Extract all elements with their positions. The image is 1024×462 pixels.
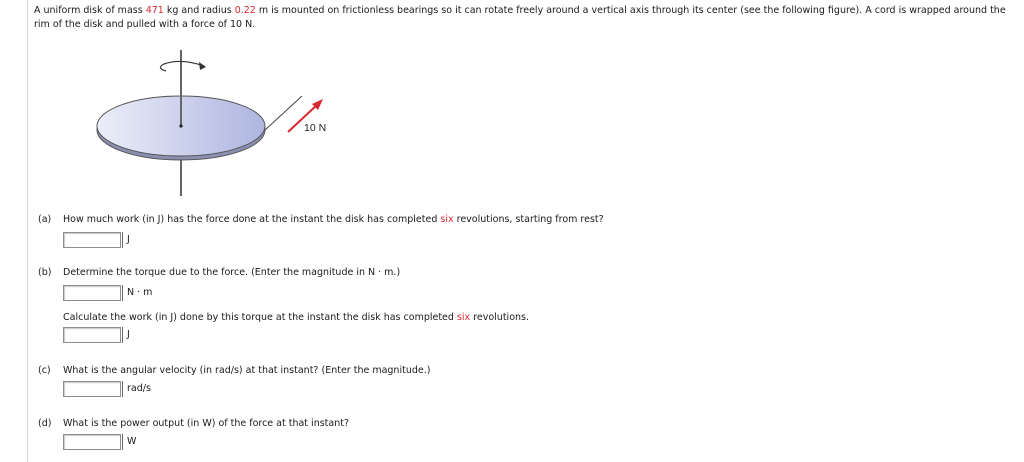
answer-b-work-unit: J <box>122 327 130 343</box>
answer-d-input[interactable] <box>63 434 121 450</box>
question-c-label: (c) <box>38 365 51 376</box>
answer-d-unit: W <box>122 434 136 450</box>
question-d-label: (d) <box>38 418 52 429</box>
mass-value: 471 <box>145 5 164 16</box>
radius-value: 0.22 <box>234 5 256 16</box>
answer-b-unit: N · m <box>122 285 152 301</box>
question-c-text: What is the angular velocity (in rad/s) at that instant? (Enter the magnitude.) <box>63 365 431 376</box>
question-d-text: What is the power output (in W) of the force at that instant? <box>63 418 349 429</box>
force-label: 10 N <box>304 122 327 134</box>
axis-center-dot <box>179 124 182 127</box>
answer-c-unit: rad/s <box>122 381 151 397</box>
rotation-arrowhead-icon <box>199 62 206 70</box>
question-a-label: (a) <box>38 214 52 225</box>
question-a-text: How much work (in J) has the force done at the instant the disk has completed six revolutions, starting from rest? <box>63 214 604 225</box>
answer-c-input[interactable] <box>63 381 121 397</box>
question-b-label: (b) <box>38 267 52 278</box>
intro-text-3: m is mounted on frictionless bearings so it can rotate freely around a vertical axis through its center (see the following figure). A cord is wrapped around the rim of the disk and pulled with a force of 10 N. <box>34 5 1006 30</box>
question-b-subtext: Calculate the work (in J) done by this torque at the instant the disk has completed six revolutions. <box>63 312 529 323</box>
disk-figure <box>90 44 350 204</box>
rotation-arrow-icon <box>160 61 204 71</box>
answer-a-input[interactable] <box>63 232 121 248</box>
intro-text-2: kg and radius <box>163 5 235 16</box>
answer-b-work-input[interactable] <box>63 327 121 343</box>
answer-a-unit: J <box>122 232 130 248</box>
problem-statement <box>34 4 1019 32</box>
answer-b-input[interactable] <box>63 285 121 301</box>
intro-text-1: A uniform disk of mass <box>34 5 146 16</box>
question-b-text: Determine the torque due to the force. (Enter the magnitude in N · m.) <box>63 267 401 278</box>
